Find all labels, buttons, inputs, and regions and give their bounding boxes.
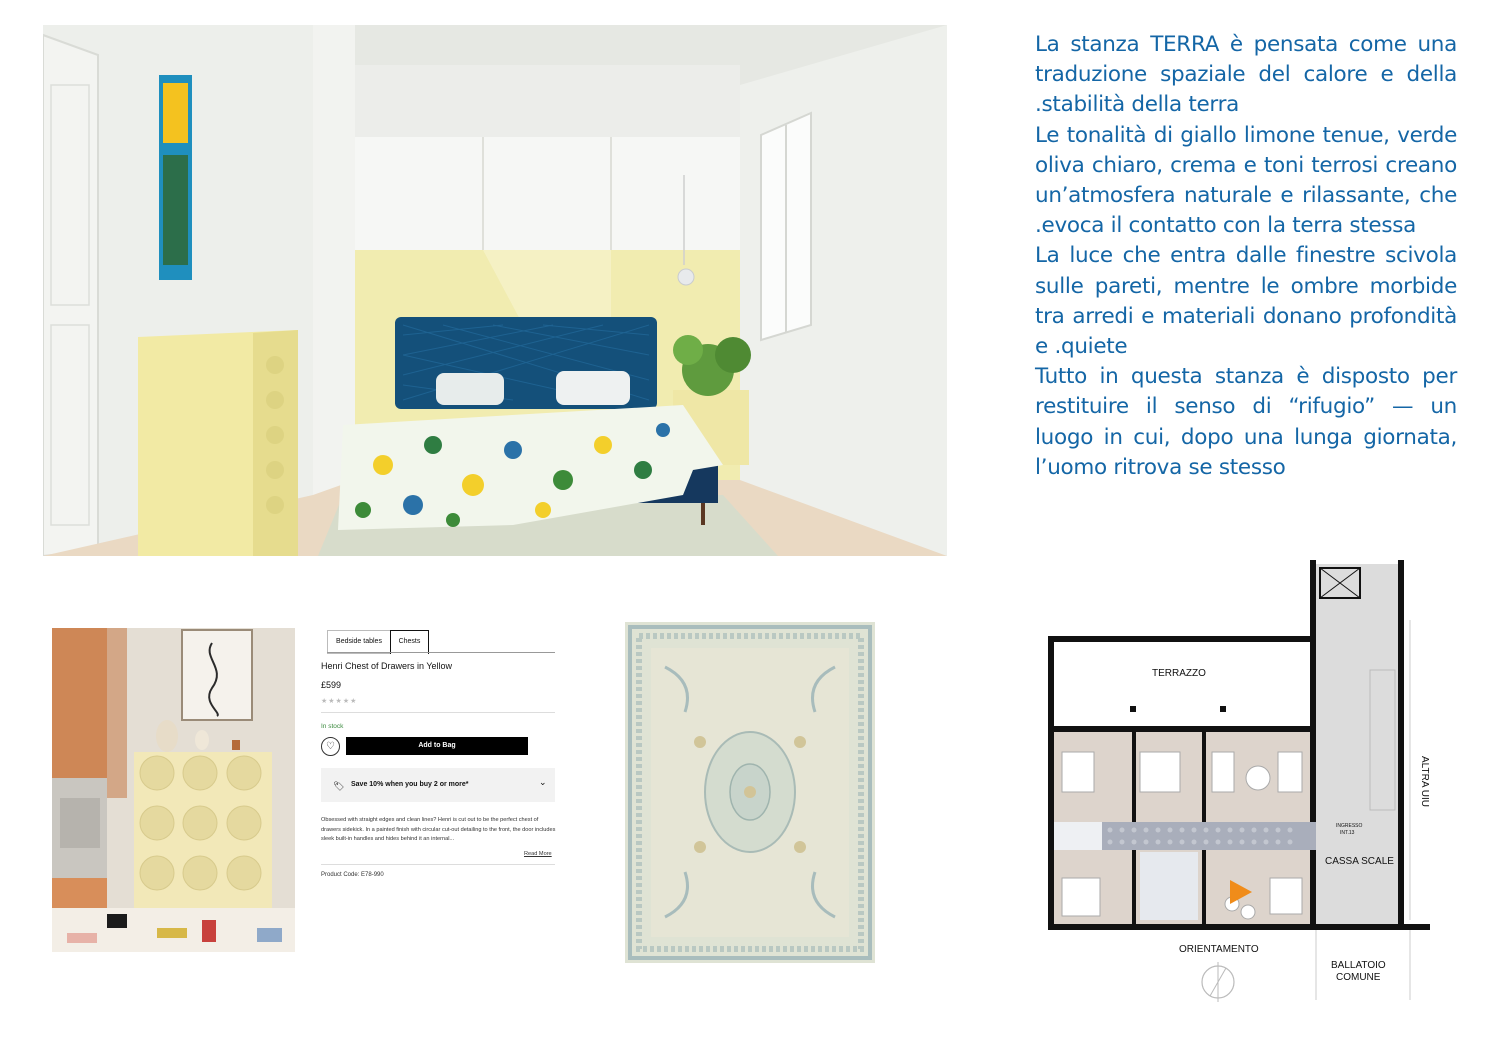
product-description: Obsessed with straight edges and clean lines? Henri is cut out to be the perfect chest of drawers sidekick. In a painted finish with circular cut-out detailing to the front, the door includes sleek built-in handles and hides behind it an internal... [321,817,556,842]
product-price: £599 [321,680,342,690]
product-card [321,628,557,888]
tabs-divider [327,652,555,653]
floor-plan [1040,560,1460,1020]
chest-of-drawers-photo [52,628,295,952]
tab-chests[interactable]: Chests [390,630,429,654]
tab-bedside-tables[interactable]: Bedside tables [327,630,391,654]
wishlist-heart-icon[interactable]: ♡ [321,737,340,756]
label-terrazzo: TERRAZZO [1152,668,1206,679]
label-orientamento: ORIENTAMENTO [1179,944,1259,955]
chevron-down-icon[interactable]: ⌄ [539,777,547,787]
description-paragraph-4: Tutto in questa stanza è disposto per restituire il senso di “rifugio” — un luogo in cui, dopo una lunga giornata, l’uomo ritrova se stesso [1035,364,1457,480]
description-paragraph-2: Le tonalità di giallo limone tenue, verde oliva chiaro, crema e toni terrosi creano un’atmosfera naturale e rilassante, che .evoca il contatto con la terra stessa [1035,122,1457,239]
save-offer-text: Save 10% when you buy 2 or more* [351,781,469,788]
label-comune: COMUNE [1336,972,1381,983]
divider [321,712,555,713]
tag-icon: 🏷 [333,781,345,791]
label-ingresso: INGRESSO [1336,823,1363,829]
label-ballatoio: BALLATOIO [1331,960,1386,971]
description-paragraph-1: La stanza TERRA è pensata come una traduzione spaziale del calore e della .stabilità della terra [1035,32,1457,118]
product-name: Henri Chest of Drawers in Yellow [321,661,453,671]
rug-image [625,622,875,963]
add-to-bag-button[interactable]: Add to Bag [346,737,528,755]
save-offer-accordion[interactable] [321,768,555,802]
read-more-link[interactable]: Read More [524,851,552,857]
rating-stars: ★★★★★ [321,698,358,705]
bedroom-render-image [43,25,947,556]
product-code: Product Code: E78-990 [321,872,384,878]
stock-status: In stock [321,723,344,730]
description-paragraph-3: La luce che entra dalle finestre scivola sulle pareti, mentre le ombre morbide tra arredi e materiali donano profondità e .quiete [1035,243,1457,360]
divider [321,864,555,865]
label-altra-uiu: ALTRA UIU [1419,756,1430,807]
label-cassa-scale: CASSA SCALE [1325,856,1394,867]
room-description [1035,30,1457,483]
label-int13: INT.13 [1340,830,1355,836]
